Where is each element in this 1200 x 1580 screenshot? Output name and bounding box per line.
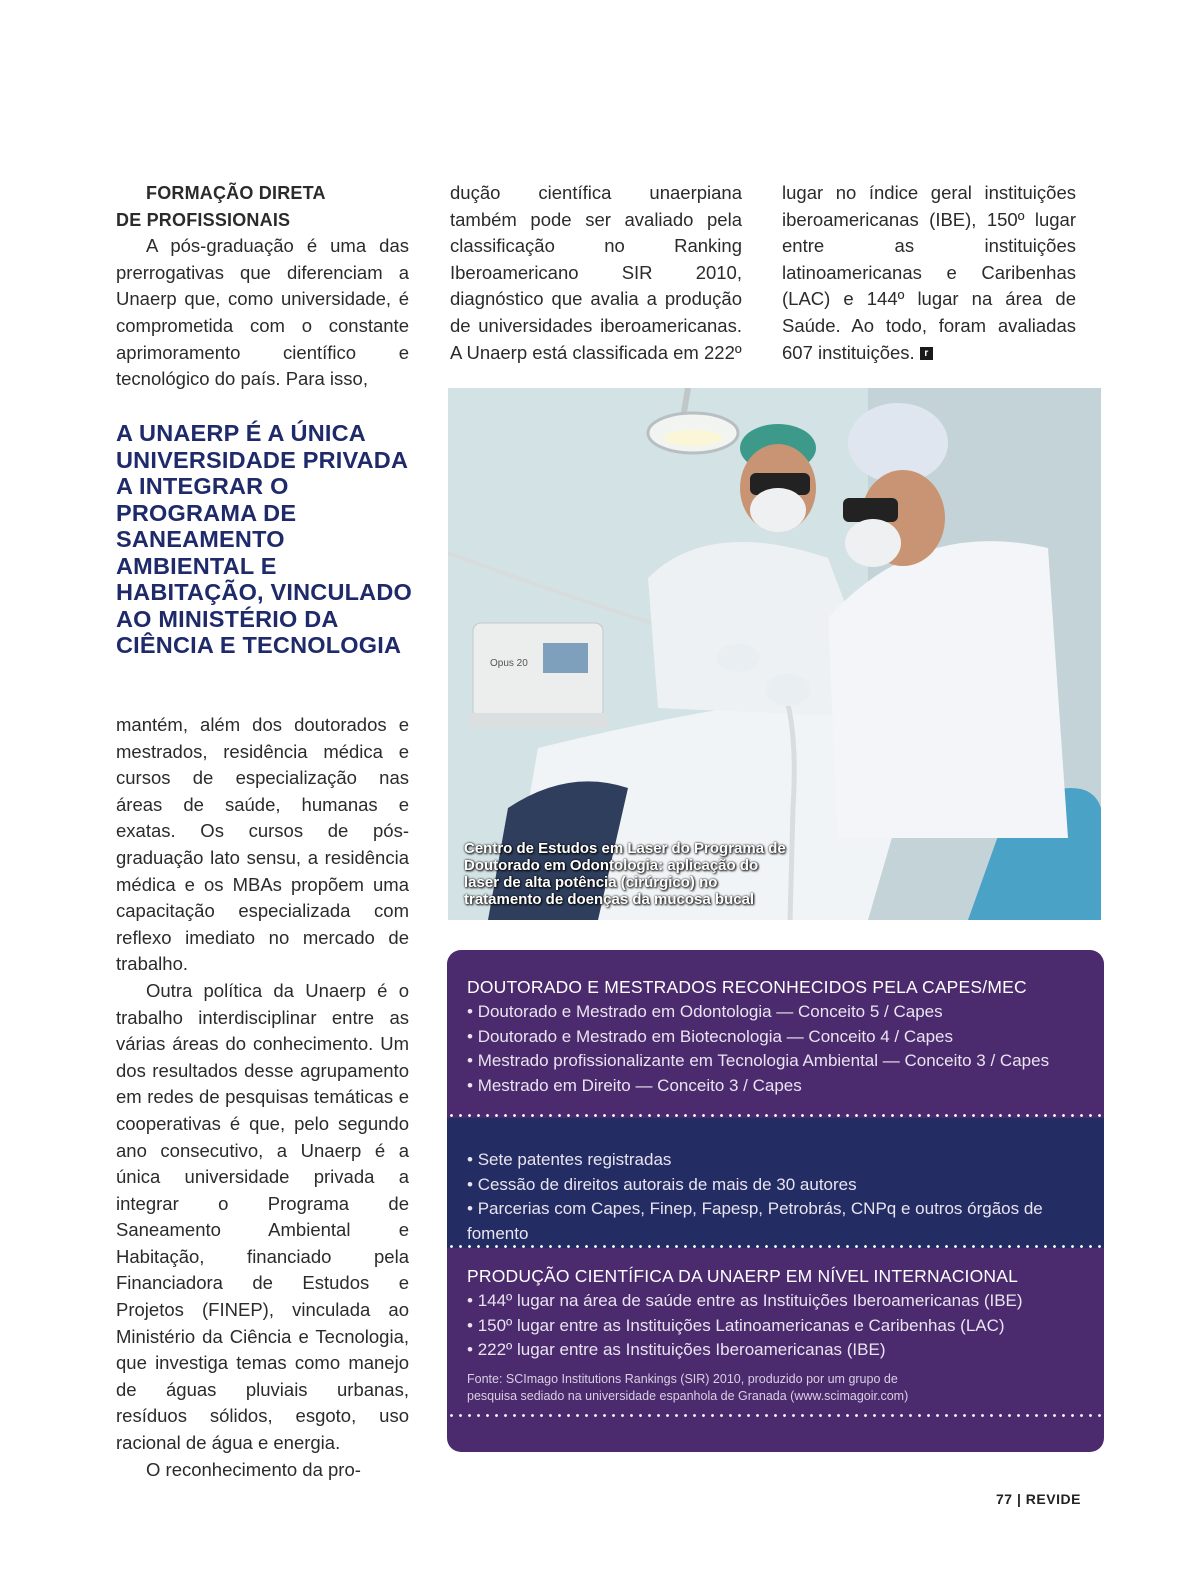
page-number: 77 [996,1491,1013,1507]
paragraph: dução científica unaerpiana também pode ser avaliado pela classificação no Ranking Iberoamericano SIR 2010, diagnóstico que avalia a produção de universidades iberoamericanas. A Unaerp está classificada em 222º [450,182,742,363]
article-column-1-continued [116,712,409,1483]
info-box-section-patents [447,1118,1104,1248]
list-item: • 222º lugar entre as Instituições Iberoamericanas (IBE) [467,1338,1023,1363]
section-title: PRODUÇÃO CIENTÍFICA DA UNAERP EM NÍVEL INTERNACIONAL [467,1266,1019,1286]
paragraph [782,180,1076,366]
source-note [467,1371,1067,1404]
pull-quote: A UNAERP É A ÚNICA UNIVERSIDADE PRIVADA A INTEGRAR O PROGRAMA DE SANEAMENTO AMBIENTAL E HABITAÇÃO, VINCULADO AO MINISTÉRIO DA CIÊNCIA E TECNOLOGIA [116,420,412,658]
section-title: DOUTORADO E MESTRADOS RECONHECIDOS PELA CAPES/MEC [467,977,1027,997]
section-heading-line-2: DE PROFISSIONAIS [116,209,291,230]
programs-list [467,1000,1049,1099]
source-line-1: Fonte: SCImago Institutions Rankings (SIR) 2010, produzido por um grupo de [467,1372,898,1386]
paragraph: Outra política da Unaerp é o trabalho interdisciplinar entre as várias áreas do conhecimento. Um dos resultados desse agrupamento em redes de pesquisas temáticas e cooperativas é que, pelo segundo ano consecutivo, a Unaerp é a única universidade privada a integrar o Programa de Saneamento Ambiental e Habitação, financiado pela Financiadora de Estudos e Projetos (FINEP), vinculada ao Ministério da Ciência e Tecnologia, que investiga temas como manejo de águas pluviais urbanas, resíduos sólidos, esgoto, uso racional de água e energia. [116,979,409,1454]
article-column-3 [782,180,1076,366]
paragraph: A pós-graduação é uma das prerrogativas que diferenciam a Unaerp que, como universidade, é comprometida com o constante aprimoramento científico e tecnológico do país. Para isso, [116,235,409,390]
magazine-name: REVIDE [1025,1491,1081,1507]
list-item: • Mestrado profissionalizante em Tecnologia Ambiental — Conceito 3 / Capes [467,1049,1049,1074]
photo-caption: Centro de Estudos em Laser do Programa de Doutorado em Odontologia: aplicação do laser de alta potência (cirúrgico) no tratamento de doenças da mucosa bucal [464,840,786,908]
end-mark-icon: r [920,347,933,360]
dental-laser-photo [448,388,1101,920]
paragraph-text: lugar no índice geral instituições iberoamericanas (IBE), 150º lugar entre as instituições latinoamericanas e Caribenhas (LAC) e 144º lugar na área de Saúde. Ao todo, foram avaliadas 607 instituições. [782,182,1076,363]
info-box-section-programs [447,950,1104,1118]
list-item: • Parcerias com Capes, Finep, Fapesp, Petrobrás, CNPq e outros órgãos de fomento [467,1197,1104,1246]
article-column-2 [450,180,742,366]
list-item: • 144º lugar na área de saúde entre as Instituições Iberoamericanas (IBE) [467,1289,1023,1314]
list-item: • Doutorado e Mestrado em Odontologia — Conceito 5 / Capes [467,1000,1049,1025]
dotted-divider [447,1414,1104,1417]
list-item: • 150º lugar entre as Instituições Latinoamericanas e Caribenhas (LAC) [467,1314,1023,1339]
list-item: • Mestrado em Direito — Conceito 3 / Capes [467,1074,1049,1099]
footer-separator: | [1016,1491,1022,1507]
paragraph: O reconhecimento da pro- [146,1458,361,1480]
article-column-1 [116,180,409,393]
section-heading-line-1: FORMAÇÃO DIRETA [146,183,326,203]
page-footer [996,1491,1081,1507]
info-box-section-ranking [447,1248,1104,1452]
patents-list [467,1148,1104,1247]
ranking-list [467,1289,1023,1363]
list-item: • Cessão de direitos autorais de mais de 30 autores [467,1173,1104,1198]
paragraph: mantém, além dos doutorados e mestrados, residência médica e cursos de especialização nas áreas de saúde, humanas e exatas. Os cursos de pós-graduação lato sensu, a residência médica e os MBAs propõem uma capacitação especializada com reflexo imediato no mercado de trabalho. [116,714,409,975]
device-label: Opus 20 [490,658,528,669]
section-heading [116,180,409,233]
info-box [447,950,1104,1452]
dotted-divider [447,1114,1104,1117]
source-line-2: pesquisa sediado na universidade espanhola de Granada (www.scimagoir.com) [467,1388,909,1403]
list-item: • Doutorado e Mestrado em Biotecnologia — Conceito 4 / Capes [467,1025,1049,1050]
list-item: • Sete patentes registradas [467,1148,1104,1173]
